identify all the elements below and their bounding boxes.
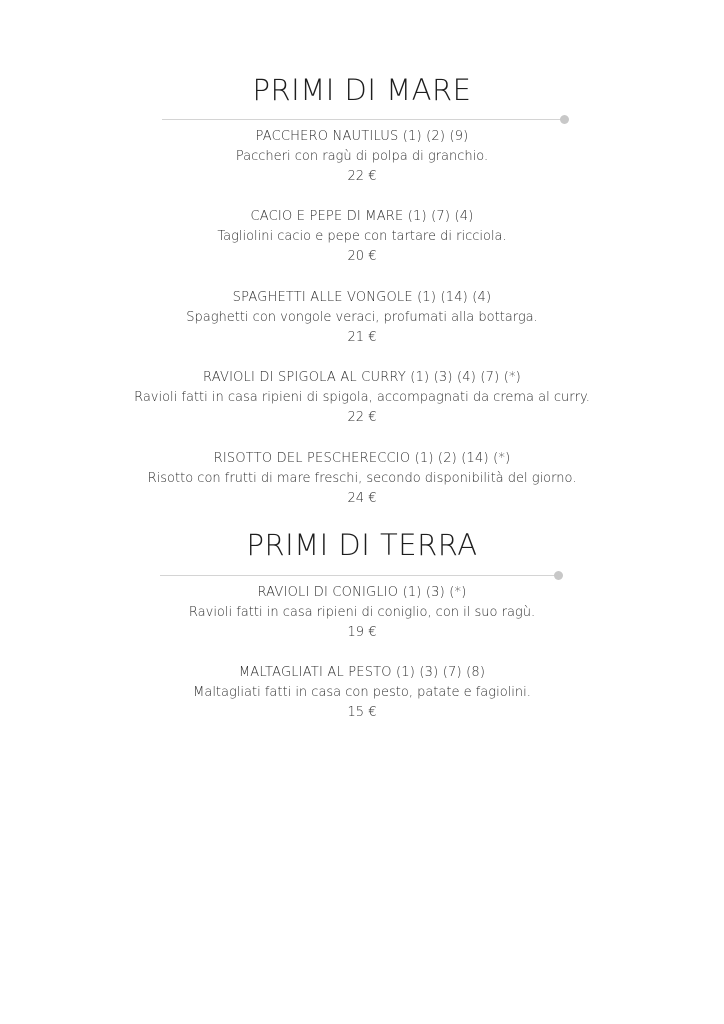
dish-name: RISOTTO DEL PESCHERECCIO (1) (2) (14) (*) xyxy=(213,451,511,466)
dish-price: 20 € xyxy=(347,249,377,264)
dish-description: Ravioli fatti in casa ripieni di coniglio, con il suo ragù. xyxy=(188,605,536,620)
section-divider xyxy=(160,575,558,576)
dish-name: CACIO E PEPE DI MARE (1) (7) (4) xyxy=(250,209,474,224)
dish-name: PACCHERO NAUTILUS (1) (2) (9) xyxy=(255,129,469,144)
section-primi-di-mare xyxy=(0,72,724,108)
dish-price: 22 € xyxy=(347,169,377,184)
dish-price: 21 € xyxy=(347,330,377,345)
dish-description: Spaghetti con vongole veraci, profumati alla bottarga. xyxy=(186,310,538,325)
divider-dot-icon xyxy=(554,571,563,580)
dish-name: RAVIOLI DI SPIGOLA AL CURRY (1) (3) (4) (7) (*) xyxy=(203,370,521,385)
dish-name: RAVIOLI DI CONIGLIO (1) (3) (*) xyxy=(257,585,467,600)
dish-name: MALTAGLIATI AL PESTO (1) (3) (7) (8) xyxy=(238,665,486,680)
dish-price: 15 € xyxy=(347,705,377,720)
menu-item xyxy=(0,449,724,509)
dish-description: Paccheri con ragù di polpa di granchio. xyxy=(235,149,489,164)
menu-item xyxy=(0,368,724,428)
dish-description: Ravioli fatti in casa ripieni di spigola, accompagnati da crema al curry. xyxy=(134,390,590,405)
menu-item xyxy=(0,288,724,348)
menu-item xyxy=(0,663,724,723)
dish-description: Risotto con frutti di mare freschi, secondo disponibilità del giorno. xyxy=(147,471,577,486)
dish-price: 22 € xyxy=(347,410,377,425)
dish-description: Maltagliati fatti in casa con pesto, patate e fagiolini. xyxy=(193,685,531,700)
menu-item xyxy=(0,127,724,187)
section-primi-di-terra xyxy=(0,527,724,563)
dish-name: SPAGHETTI ALLE VONGOLE (1) (14) (4) xyxy=(232,290,492,305)
menu-item xyxy=(0,583,724,643)
divider-dot-icon xyxy=(560,115,569,124)
dish-price: 24 € xyxy=(347,491,377,506)
section-title: PRIMI DI TERRA xyxy=(246,528,478,562)
section-divider xyxy=(162,119,564,120)
dish-price: 19 € xyxy=(347,625,377,640)
dish-description: Tagliolini cacio e pepe con tartare di ricciola. xyxy=(217,229,507,244)
section-title: PRIMI DI MARE xyxy=(252,73,472,107)
menu-item xyxy=(0,207,724,267)
